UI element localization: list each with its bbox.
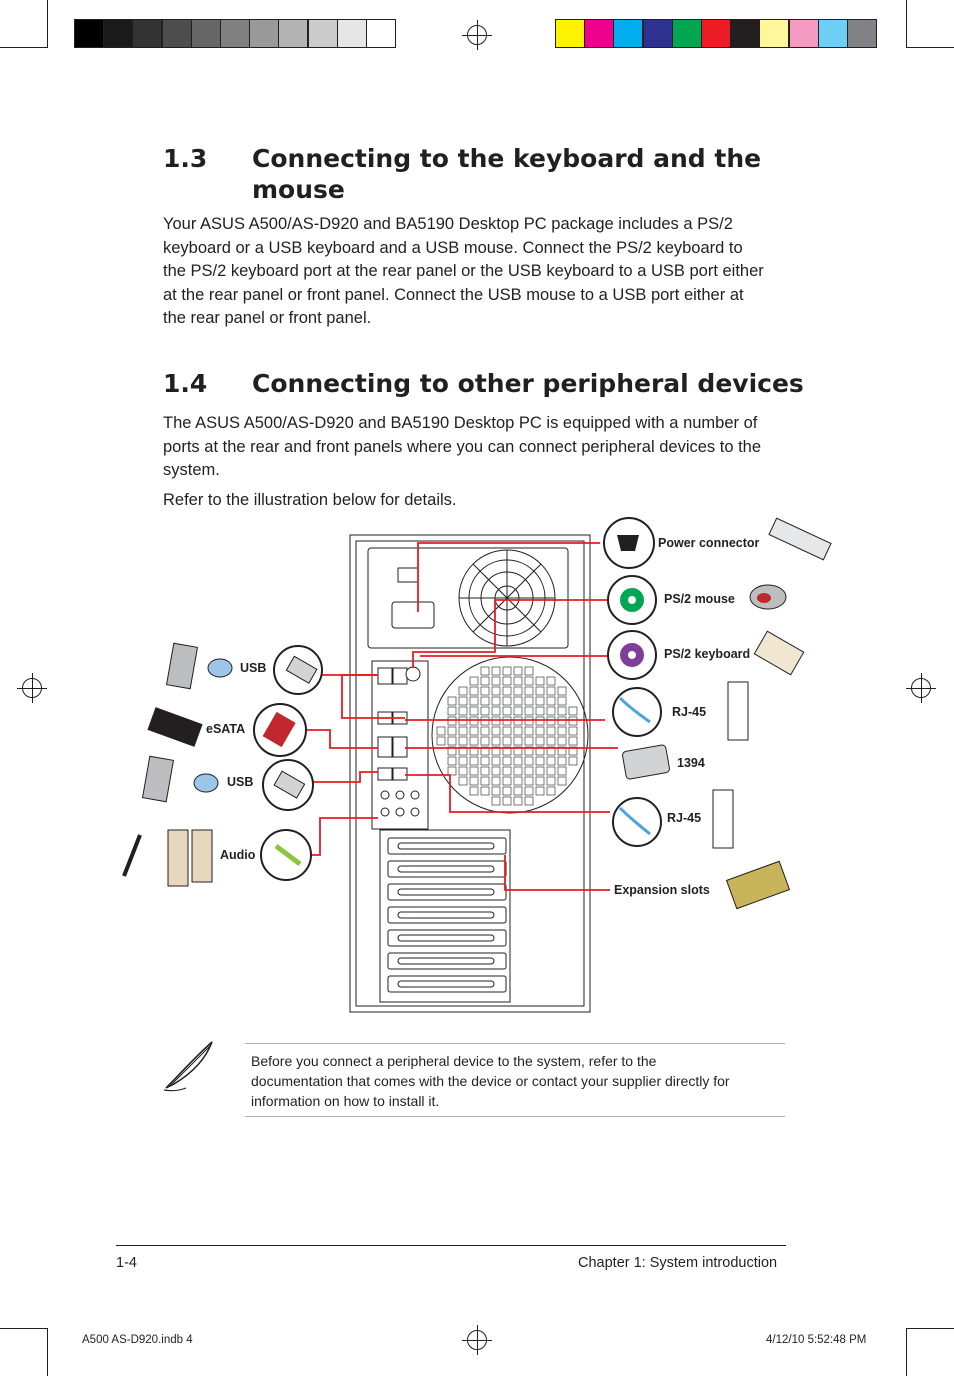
footer-rule <box>116 1245 786 1246</box>
grille-hole <box>547 777 555 785</box>
grille-hole <box>503 707 511 715</box>
note-top-rule <box>245 1043 785 1044</box>
grille-hole <box>481 757 489 765</box>
grille-hole <box>481 737 489 745</box>
grille-hole <box>503 767 511 775</box>
grille-hole <box>514 797 522 805</box>
grille-hole <box>459 737 467 745</box>
grille-hole <box>525 777 533 785</box>
grille-hole <box>437 727 445 735</box>
grille-hole <box>448 757 456 765</box>
expansion-slot-vent <box>398 935 494 941</box>
grille-hole <box>503 727 511 735</box>
grille-hole <box>459 767 467 775</box>
grille-hole <box>459 687 467 695</box>
section-1-3-title-line2: mouse <box>252 175 345 204</box>
grille-hole <box>514 727 522 735</box>
section-1-3-number: 1.3 <box>163 144 208 173</box>
label-ps2-mouse: PS/2 mouse <box>664 592 735 606</box>
grille-hole <box>459 707 467 715</box>
grille-hole <box>569 737 577 745</box>
expansion-slot-cover <box>388 884 506 900</box>
grille-hole <box>492 797 500 805</box>
note-bottom-rule <box>245 1116 785 1117</box>
grille-hole <box>448 737 456 745</box>
expansion-slot-cover <box>388 976 506 992</box>
grille-hole <box>525 677 533 685</box>
expansion-slot-vent <box>398 843 494 849</box>
grille-hole <box>525 727 533 735</box>
grille-hole <box>492 677 500 685</box>
grille-hole <box>503 757 511 765</box>
grille-hole <box>547 707 555 715</box>
ps2-mouse-plug <box>620 588 644 612</box>
section-1-4-number: 1.4 <box>163 369 208 398</box>
grille-hole <box>569 757 577 765</box>
external-drive-icon <box>147 707 202 747</box>
grille-hole <box>470 737 478 745</box>
grille-hole <box>459 757 467 765</box>
grille-hole <box>492 717 500 725</box>
firewire-drive-icon <box>622 744 670 779</box>
label-usb-top: USB <box>240 661 267 675</box>
grille-hole <box>536 737 544 745</box>
grille-hole <box>547 687 555 695</box>
grille-hole <box>558 737 566 745</box>
grille-hole <box>481 707 489 715</box>
grille-hole <box>448 697 456 705</box>
grille-hole <box>536 777 544 785</box>
grille-hole <box>547 677 555 685</box>
grille-hole <box>459 717 467 725</box>
grille-hole <box>481 777 489 785</box>
io-ports <box>378 667 420 816</box>
label-expansion-slots: Expansion slots <box>614 883 710 897</box>
grille-hole <box>470 687 478 695</box>
grille-hole <box>459 777 467 785</box>
expansion-card-icon <box>727 861 790 908</box>
grille-hole <box>514 667 522 675</box>
grille-hole <box>536 707 544 715</box>
expansion-slots <box>388 838 506 992</box>
grille-hole <box>492 667 500 675</box>
expansion-slot-vent <box>398 866 494 872</box>
grille-hole <box>536 727 544 735</box>
grille-hole <box>525 737 533 745</box>
grille-hole <box>481 677 489 685</box>
usb-mouse-icon-top <box>208 659 232 677</box>
grille-hole <box>503 717 511 725</box>
grille-hole <box>536 677 544 685</box>
router-icon-bottom <box>713 790 733 848</box>
grille-hole <box>514 757 522 765</box>
fan-grille <box>437 667 577 805</box>
grille-hole <box>470 767 478 775</box>
grille-hole <box>492 757 500 765</box>
grille-hole <box>525 697 533 705</box>
grille-hole <box>470 717 478 725</box>
grille-hole <box>547 757 555 765</box>
label-1394: 1394 <box>677 756 705 770</box>
grille-hole <box>492 777 500 785</box>
grille-hole <box>525 667 533 675</box>
connector-circles <box>254 518 661 880</box>
grille-hole <box>481 787 489 795</box>
note-text: Before you connect a peripheral device to the system, refer to the documentation that comes with the device or contact your supplier directly for information on how to install it. <box>251 1053 730 1109</box>
grille-hole <box>470 697 478 705</box>
slug-datetime: 4/12/10 5:52:48 PM <box>766 1334 867 1346</box>
grille-hole <box>470 707 478 715</box>
grille-hole <box>536 687 544 695</box>
grille-hole <box>558 687 566 695</box>
grille-hole <box>481 667 489 675</box>
mouse-icon <box>750 585 786 609</box>
grille-hole <box>459 697 467 705</box>
label-rj45-top: RJ-45 <box>672 705 707 719</box>
grille-hole <box>492 767 500 775</box>
slug-filename: A500 AS-D920.indb 4 <box>82 1334 193 1346</box>
expansion-slot-cover <box>388 861 506 877</box>
grille-hole <box>525 797 533 805</box>
grille-hole <box>569 717 577 725</box>
section-1-3-body: Your ASUS A500/AS-D920 and BA5190 Desktop PC package includes a PS/2 keyboard or a USB keyboard and a USB mouse. Connect the PS/2 keyboard to the PS/2 keyboard port at the rear panel or the USB keyboard to a USB port either at the rear panel or front panel. Connect the USB mouse to a USB port either at the rear panel or front panel. <box>163 215 764 327</box>
grille-hole <box>503 797 511 805</box>
label-usb-bottom: USB <box>227 775 254 789</box>
grille-hole <box>492 707 500 715</box>
grille-hole <box>514 697 522 705</box>
grille-hole <box>514 687 522 695</box>
grille-hole <box>558 777 566 785</box>
grille-hole <box>503 687 511 695</box>
grille-hole <box>492 727 500 735</box>
expansion-slot-cover <box>388 930 506 946</box>
grille-hole <box>503 667 511 675</box>
grille-hole <box>536 717 544 725</box>
expansion-slot-vent <box>398 981 494 987</box>
grille-hole <box>503 737 511 745</box>
grille-hole <box>514 767 522 775</box>
keyboard-icon <box>754 631 803 675</box>
grille-hole <box>448 707 456 715</box>
feather-pen-icon <box>160 1038 220 1094</box>
grille-hole <box>481 717 489 725</box>
router-icon-top <box>728 682 748 740</box>
label-audio: Audio <box>220 848 256 862</box>
pda-icon-top <box>167 643 198 689</box>
grille-hole <box>437 737 445 745</box>
grille-hole <box>547 717 555 725</box>
section-1-3-title-line1: Connecting to the keyboard and the <box>252 144 762 173</box>
grille-hole <box>470 727 478 735</box>
grille-hole <box>470 777 478 785</box>
grille-hole <box>514 717 522 725</box>
grille-hole <box>558 767 566 775</box>
grille-hole <box>547 737 555 745</box>
section-1-4-refer: Refer to the illustration below for details. <box>163 491 457 509</box>
expansion-slot-vent <box>398 912 494 918</box>
expansion-slot-vent <box>398 958 494 964</box>
chapter-title: Chapter 1: System introduction <box>578 1255 778 1271</box>
grille-hole <box>525 707 533 715</box>
grille-hole <box>569 727 577 735</box>
grille-hole <box>448 767 456 775</box>
grille-hole <box>503 777 511 785</box>
power-strip-icon <box>769 518 831 560</box>
grille-hole <box>448 727 456 735</box>
grille-hole <box>525 717 533 725</box>
grille-hole <box>525 787 533 795</box>
label-power-connector: Power connector <box>658 536 760 550</box>
grille-hole <box>558 727 566 735</box>
grille-hole <box>481 697 489 705</box>
grille-hole <box>503 787 511 795</box>
grille-hole <box>536 767 544 775</box>
pda-icon-bottom <box>143 756 174 802</box>
grille-hole <box>558 757 566 765</box>
section-1-4-title: Connecting to other peripheral devices <box>252 369 804 398</box>
grille-hole <box>514 777 522 785</box>
grille-hole <box>503 697 511 705</box>
section-1-4-body: The ASUS A500/AS-D920 and BA5190 Desktop PC is equipped with a number of ports at the rear and front panels where you can connect peripheral devices to the system. <box>163 414 762 479</box>
microphone-icon <box>124 835 140 876</box>
grille-hole <box>470 757 478 765</box>
ps2-keyboard-plug <box>620 643 644 667</box>
grille-hole <box>547 697 555 705</box>
grille-hole <box>492 687 500 695</box>
grille-hole <box>503 677 511 685</box>
expansion-slot-vent <box>398 889 494 895</box>
grille-hole <box>547 767 555 775</box>
grille-hole <box>536 757 544 765</box>
grille-hole <box>492 697 500 705</box>
speakers-icon <box>168 830 212 886</box>
expansion-slot-cover <box>388 838 506 854</box>
grille-hole <box>470 787 478 795</box>
grille-hole <box>547 727 555 735</box>
grille-hole <box>525 767 533 775</box>
grille-hole <box>525 687 533 695</box>
label-ps2-keyboard: PS/2 keyboard <box>664 647 751 661</box>
grille-hole <box>536 787 544 795</box>
grille-hole <box>536 697 544 705</box>
grille-hole <box>569 707 577 715</box>
grille-hole <box>514 677 522 685</box>
grille-hole <box>514 737 522 745</box>
usb-mouse-icon-bottom <box>194 774 218 792</box>
page-number: 1-4 <box>116 1255 137 1271</box>
grille-hole <box>558 697 566 705</box>
grille-hole <box>481 727 489 735</box>
grille-hole <box>514 787 522 795</box>
label-esata: eSATA <box>206 722 246 736</box>
grille-hole <box>470 677 478 685</box>
grille-hole <box>459 727 467 735</box>
grille-hole <box>525 757 533 765</box>
grille-hole <box>492 737 500 745</box>
grille-hole <box>558 717 566 725</box>
grille-hole <box>514 707 522 715</box>
label-rj45-bottom: RJ-45 <box>667 811 702 825</box>
grille-hole <box>481 767 489 775</box>
grille-hole <box>448 717 456 725</box>
grille-hole <box>492 787 500 795</box>
grille-hole <box>558 707 566 715</box>
grille-hole <box>547 787 555 795</box>
expansion-slot-cover <box>388 907 506 923</box>
expansion-slot-cover <box>388 953 506 969</box>
grille-hole <box>481 687 489 695</box>
